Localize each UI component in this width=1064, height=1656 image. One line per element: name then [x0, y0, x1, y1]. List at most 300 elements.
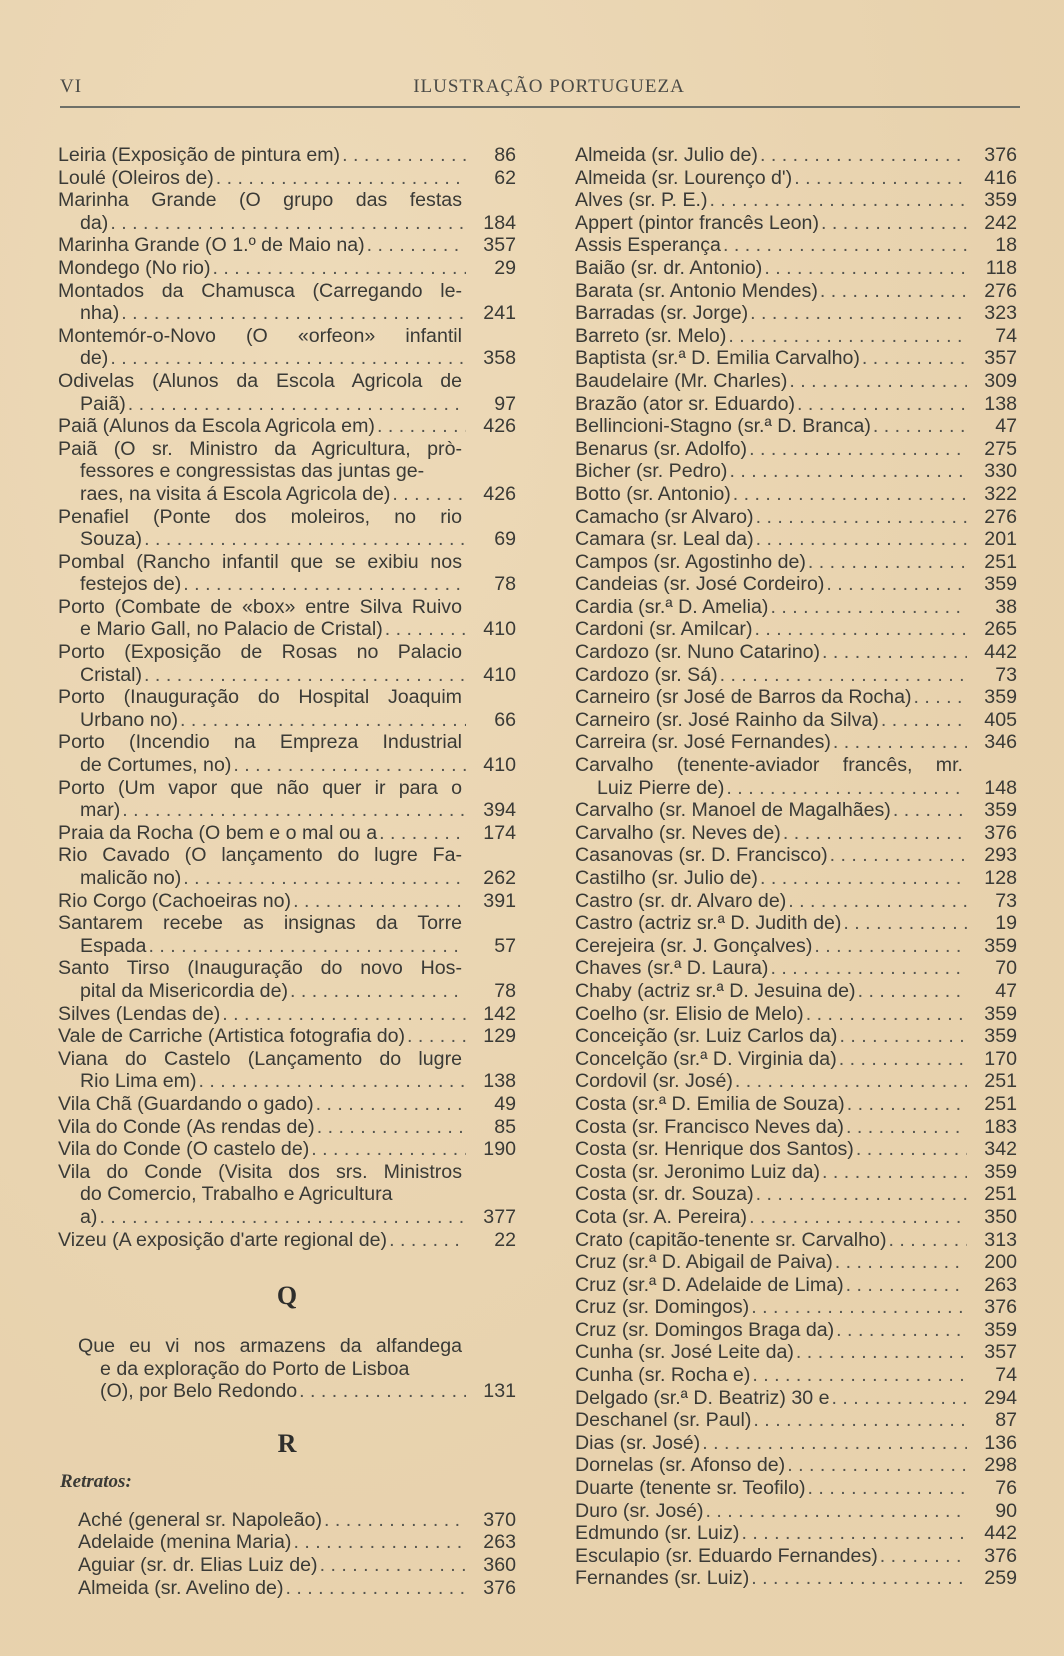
index-entry: [575, 1229, 1017, 1252]
leader-dots: [390, 483, 466, 506]
index-entry: [575, 980, 1017, 1003]
leader-dots: [762, 257, 967, 280]
entry-last-line: [575, 1138, 1017, 1161]
leader-dots: [297, 1380, 466, 1403]
page-reference: 78: [494, 573, 516, 596]
entry-text: Paiã): [80, 392, 126, 415]
entry-text: Edmundo (sr. Luiz): [575, 1522, 740, 1545]
page-reference: 66: [494, 708, 516, 731]
leader-dots: [824, 573, 967, 596]
page-reference: 322: [984, 482, 1017, 505]
entry-text: (O), por Belo Redondo: [100, 1380, 298, 1403]
entry-text: Costa (sr.ª D. Emilia de Souza): [575, 1092, 845, 1115]
entry-last-line: [58, 935, 516, 958]
leader-dots: [727, 460, 967, 483]
index-entry: [58, 1025, 516, 1048]
entry-text: Marinha Grande (O 1.º de Maio na): [58, 234, 365, 257]
entry-text: Cardozo (sr. Nuno Catarino): [575, 641, 821, 664]
page-reference: 309: [984, 369, 1017, 392]
entry-text: malicão no): [80, 867, 182, 889]
index-entry: [575, 325, 1017, 348]
page-reference: 138: [483, 1070, 516, 1093]
index-entry: [575, 1545, 1017, 1568]
index-entry: [575, 1048, 1017, 1071]
entry-text: Almeida (sr. Julio de): [575, 144, 758, 166]
leader-dots: [724, 777, 967, 800]
entry-text-line: Odivelas (Alunos da Escola Agricola de: [58, 369, 462, 392]
index-entry: [575, 1251, 1017, 1274]
index-entry: [58, 370, 516, 415]
page-reference: 350: [984, 1205, 1017, 1228]
leader-dots: [844, 1274, 967, 1297]
index-entry: [58, 1229, 516, 1252]
leader-dots: [912, 686, 968, 709]
index-entry: [58, 144, 516, 167]
index-entry: [58, 167, 516, 190]
entry-text: Chaby (actriz sr.ª D. Jesuina de): [575, 979, 856, 1002]
leader-dots: [142, 664, 466, 687]
leader-dots: [108, 347, 466, 370]
page-reference: 118: [985, 256, 1017, 279]
entry-text: Alves (sr. P. E.): [575, 189, 708, 212]
page-reference: 376: [984, 144, 1017, 166]
index-entry: [58, 641, 516, 686]
entry-text: Cruz (sr.ª D. Adelaide de Lima): [575, 1273, 844, 1296]
entry-text-line: Viana do Castelo (Lançamento do lugre: [58, 1047, 462, 1070]
index-entry: [58, 1093, 516, 1116]
page-reference: 359: [984, 1025, 1017, 1048]
page-reference: 405: [984, 708, 1017, 731]
page-reference: 183: [984, 1115, 1017, 1138]
index-entry: [575, 935, 1017, 958]
entry-last-line: [58, 347, 516, 370]
entry-last-line: [575, 1183, 1017, 1206]
leader-dots: [97, 1206, 466, 1229]
index-entry: [575, 1206, 1017, 1229]
entry-text: Candeias (sr. José Cordeiro): [575, 573, 825, 596]
leader-dots: [387, 1229, 466, 1252]
leader-dots: [754, 1183, 967, 1206]
entry-last-line: [575, 731, 1017, 754]
leader-dots: [214, 167, 466, 190]
page-reference: 359: [984, 934, 1017, 957]
entry-text: Souza): [80, 528, 143, 551]
index-entry: [58, 1138, 516, 1161]
page-reference: 170: [984, 1047, 1017, 1070]
entry-last-line: [58, 1138, 516, 1161]
entry-text: Paiã (Alunos da Escola Agricola em): [58, 415, 375, 438]
page-reference: 22: [494, 1228, 516, 1251]
page-reference: 416: [984, 166, 1017, 189]
leader-dots: [288, 980, 466, 1003]
entry-last-line: [575, 302, 1017, 325]
index-entry: [575, 1003, 1017, 1026]
entry-last-line: [575, 1003, 1017, 1026]
index-entry: [575, 144, 1017, 167]
entry-last-line: [575, 957, 1017, 980]
entry-text: Vila Chã (Guardando o gado): [58, 1092, 314, 1115]
entry-text: Adelaide (menina Maria): [78, 1531, 292, 1554]
entry-last-line: [575, 686, 1017, 709]
entry-last-line: [58, 754, 516, 777]
index-entry: [575, 1296, 1017, 1319]
entry-text: Botto (sr. Antonio): [575, 482, 731, 505]
entry-last-line: [58, 1116, 516, 1139]
leader-dots: [365, 234, 466, 257]
index-entry: [58, 1003, 516, 1026]
index-entry: [575, 1477, 1017, 1500]
entry-text: Vila do Conde (O castelo de): [58, 1138, 310, 1161]
entry-text: Costa (sr. dr. Souza): [575, 1183, 754, 1206]
entry-text-line: Penafiel (Ponte dos moleiros, no rio: [58, 505, 462, 528]
entry-text: Praia da Rocha (O bem e o mal ou a: [58, 821, 378, 844]
index-entry: [58, 1531, 516, 1554]
index-entry: [575, 731, 1017, 754]
page-reference: 85: [494, 1115, 516, 1138]
entry-last-line: [575, 1567, 1017, 1590]
entry-text: mar): [80, 799, 121, 822]
index-entry: [575, 212, 1017, 235]
entry-last-line: [58, 709, 516, 732]
leader-dots: [383, 618, 466, 641]
entry-text: Cardia (sr.ª D. Amelia): [575, 595, 769, 618]
entry-text: Carneiro (sr. José Rainho da Silva): [575, 708, 879, 731]
index-entry: [575, 347, 1017, 370]
leader-dots: [210, 257, 466, 280]
index-entry: [58, 1577, 516, 1600]
index-entry: [575, 438, 1017, 461]
entry-last-line: [575, 596, 1017, 619]
entry-last-line: [575, 1206, 1017, 1229]
entry-text: pital da Misericordia de): [80, 979, 289, 1002]
leader-dots: [405, 1025, 466, 1048]
index-entry: [58, 1161, 516, 1229]
entry-text: Baião (sr. dr. Antonio): [575, 256, 763, 279]
entry-last-line: [58, 1206, 516, 1229]
leader-dots: [231, 754, 466, 777]
left-column: [58, 144, 516, 1599]
leader-dots: [731, 483, 967, 506]
index-entry: [575, 1138, 1017, 1161]
index-entry: [575, 754, 1017, 799]
entry-text-line: Santarem recebe as insignas da Torre: [58, 912, 462, 935]
page-reference: 410: [483, 754, 516, 777]
leader-dots: [377, 822, 466, 845]
leader-dots: [806, 551, 967, 574]
entry-text: Aguiar (sr. dr. Elias Luiz de): [78, 1554, 318, 1577]
right-column: [575, 144, 1017, 1590]
leader-dots: [703, 1500, 967, 1523]
entry-text: Dias (sr. José): [575, 1431, 701, 1454]
entry-text: Cardoni (sr. Amilcar): [575, 618, 753, 641]
page-reference: 241: [483, 302, 516, 325]
page-reference: 442: [984, 641, 1017, 664]
entry-last-line: [575, 325, 1017, 348]
index-entry: [575, 957, 1017, 980]
leader-dots: [818, 280, 967, 303]
page-reference: 391: [483, 889, 516, 912]
leader-dots: [120, 799, 466, 822]
entry-text: Castilho (sr. Julio de): [575, 867, 758, 889]
page-reference: 78: [494, 979, 516, 1002]
entry-last-line: [575, 1025, 1017, 1048]
entry-last-line: [575, 1070, 1017, 1093]
entry-text: Vizeu (A exposição d'arte regional de): [58, 1228, 388, 1251]
leader-dots: [752, 618, 967, 641]
entry-last-line: [575, 167, 1017, 190]
index-entry: [575, 844, 1017, 867]
page-reference: 357: [984, 1341, 1017, 1364]
entry-text: Urbano no): [80, 708, 179, 731]
entry-last-line: [575, 1161, 1017, 1184]
entry-last-line: [575, 438, 1017, 461]
index-entry: [575, 1319, 1017, 1342]
entry-last-line: [575, 1409, 1017, 1432]
page-reference: 357: [984, 347, 1017, 370]
entry-text: raes, na visita á Escola Agricola de): [80, 482, 391, 505]
page-header: [60, 76, 1018, 106]
index-entry: [575, 528, 1017, 551]
page-reference: 323: [984, 302, 1017, 325]
entry-last-line: [575, 799, 1017, 822]
entry-text: Camacho (sr Alvaro): [575, 505, 754, 528]
entry-last-line: [58, 212, 516, 235]
page-reference: 74: [995, 1364, 1017, 1387]
index-entry: [58, 438, 516, 506]
entry-last-line: [575, 1432, 1017, 1455]
index-entry: [575, 573, 1017, 596]
index-entry: [58, 890, 516, 913]
entry-last-line: [78, 1509, 516, 1532]
entry-last-line: [575, 234, 1017, 257]
index-entry: [575, 1070, 1017, 1093]
entry-text: Delgado (sr.ª D. Beatriz) 30 e: [575, 1386, 830, 1409]
page-reference: 184: [483, 211, 516, 234]
entry-text: Castro (actriz sr.ª D. Judith de): [575, 912, 842, 935]
entry-text-line: Paiã (O sr. Ministro da Agricultura, prò-: [58, 437, 462, 460]
entry-last-line: [78, 1577, 516, 1600]
entry-text-line: Carvalho (tenente-aviador francês, mr.: [575, 754, 963, 777]
leader-dots: [750, 1364, 967, 1387]
entry-text: Appert (pintor francês Leon): [575, 211, 819, 234]
page-reference: 359: [984, 686, 1017, 709]
index-entry: [575, 506, 1017, 529]
leader-dots: [315, 1116, 466, 1139]
entry-text: Rio Lima em): [80, 1070, 197, 1093]
entry-text: Carvalho (sr. Manoel de Magalhães): [575, 799, 891, 822]
leader-dots: [108, 212, 466, 235]
entry-last-line: [575, 1454, 1017, 1477]
leader-dots: [181, 573, 466, 596]
index-entry: [58, 686, 516, 731]
entry-last-line: [575, 144, 1017, 167]
page-reference: 293: [984, 844, 1017, 867]
index-entry: [575, 483, 1017, 506]
entry-last-line: [575, 1477, 1017, 1500]
leader-dots: [375, 415, 466, 438]
entry-text-line: Rio Cavado (O lançamento do lugre Fa-: [58, 844, 462, 867]
page-reference: 76: [995, 1477, 1017, 1500]
entry-text: Costa (sr. Francisco Neves da): [575, 1115, 844, 1138]
entry-text: de): [80, 347, 109, 370]
entry-last-line: [575, 573, 1017, 596]
leader-dots: [754, 528, 967, 551]
index-entry: [575, 1454, 1017, 1477]
entry-last-line: [575, 212, 1017, 235]
entry-last-line: [575, 1522, 1017, 1545]
entry-last-line: [58, 528, 516, 551]
entry-text: Almeida (sr. Lourenço d'): [575, 166, 793, 189]
leader-dots: [291, 1531, 466, 1554]
entry-text: Costa (sr. Jeronimo Luiz da): [575, 1160, 821, 1183]
leader-dots: [806, 1477, 967, 1500]
entry-last-line: [575, 1229, 1017, 1252]
entry-last-line: [575, 280, 1017, 303]
entry-last-line: [575, 415, 1017, 438]
entry-text-line: Marinha Grande (O grupo das festas: [58, 189, 462, 212]
entry-last-line: [575, 1500, 1017, 1523]
entry-text: Baptista (sr.ª D. Emilia Carvalho): [575, 347, 860, 370]
entry-text: Barata (sr. Antonio Mendes): [575, 279, 818, 302]
index-list-right: [575, 144, 1017, 1590]
entry-last-line: [575, 935, 1017, 958]
index-entry: [575, 799, 1017, 822]
page-reference: 265: [984, 618, 1017, 641]
page-reference: 376: [984, 1296, 1017, 1319]
page-reference: 251: [984, 1183, 1017, 1206]
leader-dots: [747, 438, 967, 461]
page-number: VI: [60, 76, 83, 97]
index-entry: [58, 280, 516, 325]
leader-dots: [785, 1454, 967, 1477]
entry-text: Luiz Pierre de): [597, 776, 725, 799]
entry-text: Conceição (sr. Luiz Carlos da): [575, 1025, 838, 1048]
leader-dots: [119, 302, 466, 325]
leader-dots: [700, 1432, 967, 1455]
entry-text: Rio Corgo (Cachoeiras no): [58, 889, 292, 912]
leader-dots: [751, 1409, 967, 1432]
entry-text: Coelho (sr. Elisio de Melo): [575, 1002, 804, 1025]
entry-text: Cerejeira (sr. J. Gonçalves): [575, 934, 813, 957]
page-reference: 148: [984, 776, 1017, 799]
entry-last-line: [575, 1341, 1017, 1364]
index-entry: [575, 234, 1017, 257]
index-entry: [58, 234, 516, 257]
entry-text-line: Montemór-o-Novo (O «orfeon» infantil: [58, 324, 462, 347]
leader-dots: [854, 1138, 967, 1161]
leader-dots: [831, 731, 967, 754]
page-reference: 251: [984, 1070, 1017, 1093]
index-entry: [575, 618, 1017, 641]
index-entry: [575, 664, 1017, 687]
leader-dots: [318, 1554, 466, 1577]
leader-dots: [792, 167, 967, 190]
entry-text: Bellincioni-Stagno (sr.ª D. Branca): [575, 415, 871, 438]
page-reference: 70: [995, 957, 1017, 980]
page-reference: 294: [984, 1386, 1017, 1409]
entry-text: Dornelas (sr. Afonso de): [575, 1454, 786, 1477]
index-entry: [575, 1116, 1017, 1139]
entry-text: nha): [80, 302, 120, 325]
page-reference: 251: [984, 550, 1017, 573]
entry-text: e Mario Gall, no Palacio de Cristal): [80, 618, 383, 641]
leader-dots: [726, 325, 967, 348]
index-entry: [575, 393, 1017, 416]
entry-last-line: [575, 664, 1017, 687]
page-reference: 128: [984, 867, 1017, 889]
leader-dots: [291, 890, 466, 913]
page-reference: 359: [984, 1318, 1017, 1341]
page-reference: 69: [494, 528, 516, 551]
entry-last-line: [575, 1116, 1017, 1139]
running-title: ILUSTRAÇÃO PORTUGUEZA: [413, 76, 685, 97]
page-reference: 276: [984, 279, 1017, 302]
index-entry: [58, 189, 516, 234]
index-entry: [575, 1274, 1017, 1297]
index-entry: [58, 1554, 516, 1577]
entry-text: festejos de): [80, 573, 182, 596]
leader-dots: [340, 144, 466, 167]
entry-text: Concelção (sr.ª D. Virginia da): [575, 1047, 837, 1070]
leader-dots: [781, 822, 967, 845]
entry-last-line: [575, 393, 1017, 416]
page-reference: 359: [984, 1002, 1017, 1025]
index-entry: [575, 370, 1017, 393]
index-list-left: [58, 144, 516, 1251]
entry-last-line: [575, 506, 1017, 529]
page-reference: 358: [483, 347, 516, 370]
page-reference: 298: [984, 1454, 1017, 1477]
page-reference: 410: [483, 618, 516, 641]
index-entry: [58, 1335, 516, 1403]
index-entry: [58, 957, 516, 1002]
entry-text: Esculapio (sr. Eduardo Fernandes): [575, 1544, 878, 1567]
page-reference: 263: [984, 1273, 1017, 1296]
entry-last-line: [58, 1093, 516, 1116]
entry-text: Barradas (sr. Jorge): [575, 302, 749, 325]
index-entry: [575, 822, 1017, 845]
entry-last-line: [575, 641, 1017, 664]
page-reference: 426: [483, 415, 516, 438]
leader-dots: [733, 1070, 967, 1093]
page-reference: 357: [483, 234, 516, 257]
index-entry: [575, 596, 1017, 619]
section-letter-q: Q: [276, 1281, 298, 1311]
entry-last-line: [575, 777, 1017, 800]
leader-dots: [819, 212, 967, 235]
entry-last-line: [58, 799, 516, 822]
entry-last-line: [58, 483, 516, 506]
page-reference: 142: [483, 1002, 516, 1025]
index-entry: [58, 912, 516, 957]
page-reference: 376: [984, 821, 1017, 844]
leader-dots: [181, 867, 466, 890]
entry-text: Leiria (Exposição de pintura em): [58, 144, 341, 166]
page-reference: 18: [995, 234, 1017, 257]
entry-text: Casanovas (sr. D. Francisco): [575, 844, 828, 867]
index-entry: [58, 257, 516, 280]
leader-dots: [844, 1116, 967, 1139]
entry-last-line: [58, 167, 516, 190]
leader-dots: [314, 1093, 466, 1116]
page-reference: 410: [483, 663, 516, 686]
entry-text: Deschanel (sr. Paul): [575, 1409, 752, 1432]
page-reference: 242: [984, 211, 1017, 234]
entry-last-line: [575, 370, 1017, 393]
entry-text: Chaves (sr.ª D. Laura): [575, 957, 769, 980]
index-entry: [575, 641, 1017, 664]
leader-dots: [749, 1567, 967, 1590]
